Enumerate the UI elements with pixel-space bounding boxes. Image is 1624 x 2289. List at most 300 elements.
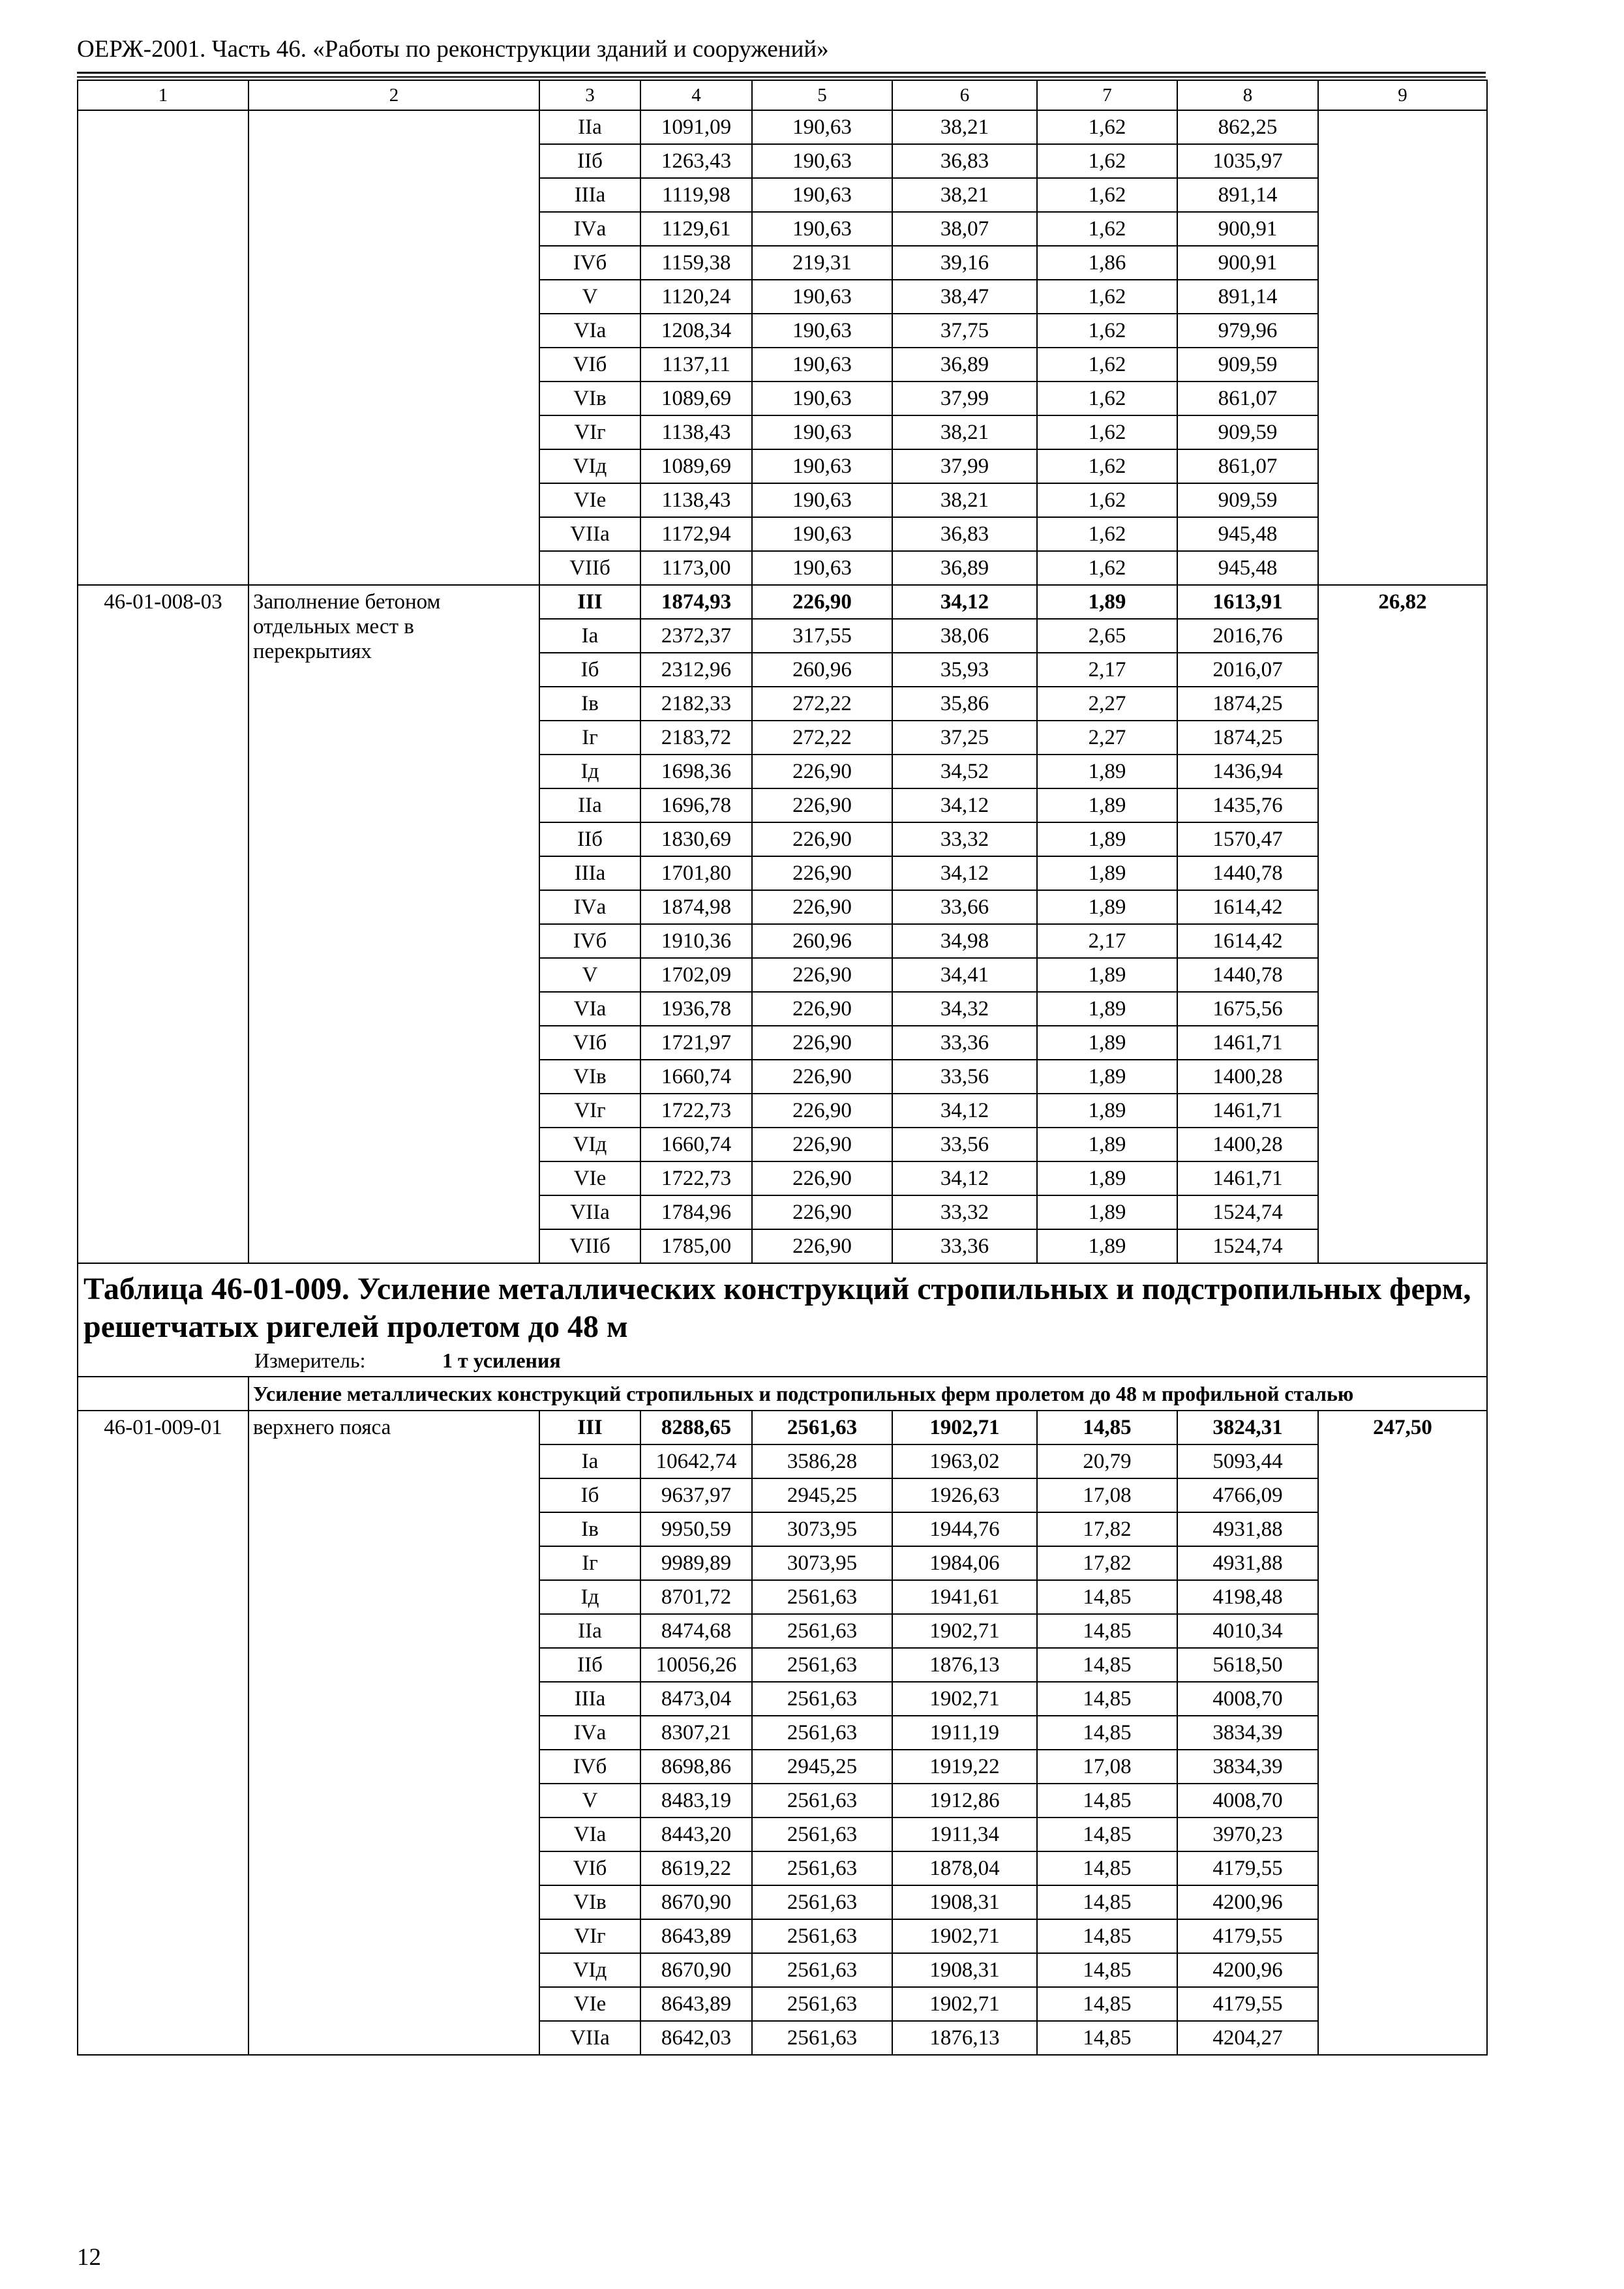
wages-cell: 190,63 bbox=[752, 178, 892, 212]
machinist-wages-cell: 17,82 bbox=[1037, 1512, 1177, 1546]
materials-cell: 4179,55 bbox=[1177, 1851, 1318, 1885]
machinist-wages-cell: 1,89 bbox=[1037, 585, 1177, 619]
column-number-row bbox=[78, 80, 1487, 110]
wages-cell: 272,22 bbox=[752, 721, 892, 755]
zone-cell: VIг bbox=[539, 1919, 640, 1953]
wages-cell: 2561,63 bbox=[752, 1716, 892, 1750]
direct-cost-cell: 1263,43 bbox=[640, 144, 752, 178]
wages-cell: 190,63 bbox=[752, 110, 892, 144]
machinist-wages-cell: 1,86 bbox=[1037, 246, 1177, 280]
direct-cost-cell: 1936,78 bbox=[640, 992, 752, 1026]
machinist-wages-cell: 20,79 bbox=[1037, 1444, 1177, 1478]
column-number: 7 bbox=[1037, 80, 1177, 110]
machinery-cell: 38,21 bbox=[892, 178, 1037, 212]
wages-cell: 226,90 bbox=[752, 1026, 892, 1060]
zone-cell: VIг bbox=[539, 415, 640, 449]
direct-cost-cell: 1874,93 bbox=[640, 585, 752, 619]
direct-cost-cell: 1089,69 bbox=[640, 449, 752, 483]
machinist-wages-cell: 1,89 bbox=[1037, 1128, 1177, 1161]
wages-cell: 226,90 bbox=[752, 856, 892, 890]
wages-cell: 272,22 bbox=[752, 687, 892, 721]
direct-cost-cell: 8643,89 bbox=[640, 1987, 752, 2021]
machinist-wages-cell: 1,89 bbox=[1037, 1229, 1177, 1263]
zone-cell: VIг bbox=[539, 1094, 640, 1128]
wages-cell: 2561,63 bbox=[752, 1411, 892, 1444]
wages-cell: 190,63 bbox=[752, 483, 892, 517]
materials-cell: 1614,42 bbox=[1177, 924, 1318, 958]
machinery-cell: 34,12 bbox=[892, 1161, 1037, 1195]
direct-cost-cell: 8288,65 bbox=[640, 1411, 752, 1444]
machinist-wages-cell: 1,62 bbox=[1037, 212, 1177, 246]
materials-cell: 891,14 bbox=[1177, 178, 1318, 212]
materials-cell: 4931,88 bbox=[1177, 1546, 1318, 1580]
zone-cell: VIIа bbox=[539, 1195, 640, 1229]
machinery-cell: 1902,71 bbox=[892, 1987, 1037, 2021]
machinist-wages-cell: 2,17 bbox=[1037, 924, 1177, 958]
table-row bbox=[78, 585, 1487, 619]
machinist-wages-cell: 1,89 bbox=[1037, 788, 1177, 822]
materials-cell: 861,07 bbox=[1177, 382, 1318, 415]
column-number: 1 bbox=[78, 80, 248, 110]
direct-cost-cell: 1129,61 bbox=[640, 212, 752, 246]
zone-cell: III bbox=[539, 585, 640, 619]
direct-cost-cell: 1722,73 bbox=[640, 1094, 752, 1128]
zone-cell: VIа bbox=[539, 314, 640, 348]
zone-cell: VIIб bbox=[539, 551, 640, 585]
wages-cell: 2561,63 bbox=[752, 1682, 892, 1716]
materials-cell: 2016,07 bbox=[1177, 653, 1318, 687]
machinery-cell: 1878,04 bbox=[892, 1851, 1037, 1885]
machinery-cell: 38,21 bbox=[892, 110, 1037, 144]
machinist-wages-cell: 14,85 bbox=[1037, 1851, 1177, 1885]
machinist-wages-cell: 14,85 bbox=[1037, 1682, 1177, 1716]
page-number: 12 bbox=[77, 2244, 101, 2271]
code-cell: 46-01-009-01 bbox=[78, 1411, 248, 2055]
machinist-wages-cell: 1,89 bbox=[1037, 1060, 1177, 1094]
materials-cell: 1524,74 bbox=[1177, 1229, 1318, 1263]
materials-cell: 4010,34 bbox=[1177, 1614, 1318, 1648]
materials-cell: 1461,71 bbox=[1177, 1161, 1318, 1195]
machinist-wages-cell: 17,08 bbox=[1037, 1750, 1177, 1784]
direct-cost-cell: 1701,80 bbox=[640, 856, 752, 890]
column-number: 4 bbox=[640, 80, 752, 110]
wages-cell: 219,31 bbox=[752, 246, 892, 280]
direct-cost-cell: 1138,43 bbox=[640, 483, 752, 517]
machinist-wages-cell: 2,65 bbox=[1037, 619, 1177, 653]
machinist-wages-cell: 17,08 bbox=[1037, 1478, 1177, 1512]
machinist-wages-cell: 14,85 bbox=[1037, 1953, 1177, 1987]
materials-cell: 1400,28 bbox=[1177, 1128, 1318, 1161]
column-number: 8 bbox=[1177, 80, 1318, 110]
machinist-wages-cell: 1,62 bbox=[1037, 348, 1177, 382]
zone-cell: VIе bbox=[539, 1161, 640, 1195]
machinery-cell: 1911,34 bbox=[892, 1818, 1037, 1851]
machinist-wages-cell: 1,62 bbox=[1037, 382, 1177, 415]
materials-cell: 4200,96 bbox=[1177, 1885, 1318, 1919]
wages-cell: 2561,63 bbox=[752, 1648, 892, 1682]
machinist-wages-cell: 14,85 bbox=[1037, 1614, 1177, 1648]
machinery-cell: 33,36 bbox=[892, 1026, 1037, 1060]
direct-cost-cell: 2312,96 bbox=[640, 653, 752, 687]
code-cell: 46-01-008-03 bbox=[78, 585, 248, 1263]
direct-cost-cell: 1910,36 bbox=[640, 924, 752, 958]
direct-cost-cell: 9637,97 bbox=[640, 1478, 752, 1512]
materials-cell: 4008,70 bbox=[1177, 1784, 1318, 1818]
machinery-cell: 33,56 bbox=[892, 1060, 1037, 1094]
materials-cell: 3970,23 bbox=[1177, 1818, 1318, 1851]
materials-cell: 1436,94 bbox=[1177, 755, 1318, 788]
machinery-cell: 34,12 bbox=[892, 1094, 1037, 1128]
zone-cell: Iв bbox=[539, 687, 640, 721]
wages-cell: 3586,28 bbox=[752, 1444, 892, 1478]
zone-cell: VIб bbox=[539, 348, 640, 382]
zone-cell: IVб bbox=[539, 924, 640, 958]
machinist-wages-cell: 1,62 bbox=[1037, 110, 1177, 144]
wages-cell: 2945,25 bbox=[752, 1750, 892, 1784]
machinist-wages-cell: 1,89 bbox=[1037, 755, 1177, 788]
machinist-wages-cell: 17,82 bbox=[1037, 1546, 1177, 1580]
materials-cell: 2016,76 bbox=[1177, 619, 1318, 653]
machinery-cell: 36,83 bbox=[892, 517, 1037, 551]
machinery-cell: 1902,71 bbox=[892, 1682, 1037, 1716]
materials-cell: 900,91 bbox=[1177, 212, 1318, 246]
column-number: 3 bbox=[539, 80, 640, 110]
materials-cell: 4200,96 bbox=[1177, 1953, 1318, 1987]
direct-cost-cell: 8483,19 bbox=[640, 1784, 752, 1818]
zone-cell: Iг bbox=[539, 1546, 640, 1580]
wages-cell: 226,90 bbox=[752, 1195, 892, 1229]
materials-cell: 4179,55 bbox=[1177, 1919, 1318, 1953]
direct-cost-cell: 8701,72 bbox=[640, 1580, 752, 1614]
direct-cost-cell: 2372,37 bbox=[640, 619, 752, 653]
machinery-cell: 35,86 bbox=[892, 687, 1037, 721]
machinery-cell: 1876,13 bbox=[892, 1648, 1037, 1682]
machinery-cell: 1876,13 bbox=[892, 2021, 1037, 2055]
zone-cell: IIа bbox=[539, 1614, 640, 1648]
machinist-wages-cell: 1,89 bbox=[1037, 890, 1177, 924]
wages-cell: 190,63 bbox=[752, 517, 892, 551]
zone-cell: VIIа bbox=[539, 2021, 640, 2055]
machinist-wages-cell: 1,89 bbox=[1037, 1195, 1177, 1229]
header-rule-bottom bbox=[77, 76, 1486, 78]
machinery-cell: 1926,63 bbox=[892, 1478, 1037, 1512]
direct-cost-cell: 8643,89 bbox=[640, 1919, 752, 1953]
machinery-cell: 39,16 bbox=[892, 246, 1037, 280]
direct-cost-cell: 1722,73 bbox=[640, 1161, 752, 1195]
machinery-cell: 1963,02 bbox=[892, 1444, 1037, 1478]
wages-cell: 2561,63 bbox=[752, 1919, 892, 1953]
zone-cell: Iа bbox=[539, 1444, 640, 1478]
wages-cell: 226,90 bbox=[752, 755, 892, 788]
measure-line bbox=[83, 1347, 1481, 1373]
zone-cell: VIе bbox=[539, 483, 640, 517]
machinist-wages-cell: 2,27 bbox=[1037, 721, 1177, 755]
materials-cell: 909,59 bbox=[1177, 348, 1318, 382]
subheading-row bbox=[78, 1377, 1487, 1411]
materials-cell: 3824,31 bbox=[1177, 1411, 1318, 1444]
zone-cell: VIв bbox=[539, 382, 640, 415]
machinery-cell: 1902,71 bbox=[892, 1614, 1037, 1648]
materials-cell: 909,59 bbox=[1177, 483, 1318, 517]
wages-cell: 3073,95 bbox=[752, 1546, 892, 1580]
machinery-cell: 38,21 bbox=[892, 483, 1037, 517]
wages-cell: 2561,63 bbox=[752, 1818, 892, 1851]
direct-cost-cell: 8619,22 bbox=[640, 1851, 752, 1885]
direct-cost-cell: 8642,03 bbox=[640, 2021, 752, 2055]
machinery-cell: 33,32 bbox=[892, 822, 1037, 856]
materials-cell: 1675,56 bbox=[1177, 992, 1318, 1026]
rates-table-body bbox=[78, 80, 1487, 2055]
machinery-cell: 1912,86 bbox=[892, 1784, 1037, 1818]
direct-cost-cell: 1698,36 bbox=[640, 755, 752, 788]
machinery-cell: 33,66 bbox=[892, 890, 1037, 924]
direct-cost-cell: 8670,90 bbox=[640, 1953, 752, 1987]
direct-cost-cell: 8443,20 bbox=[640, 1818, 752, 1851]
materials-cell: 5618,50 bbox=[1177, 1648, 1318, 1682]
direct-cost-cell: 8474,68 bbox=[640, 1614, 752, 1648]
materials-cell: 909,59 bbox=[1177, 415, 1318, 449]
machinery-cell: 33,32 bbox=[892, 1195, 1037, 1229]
table-row bbox=[78, 1411, 1487, 1444]
machinist-wages-cell: 1,89 bbox=[1037, 856, 1177, 890]
wages-cell: 2561,63 bbox=[752, 2021, 892, 2055]
materials-cell: 862,25 bbox=[1177, 110, 1318, 144]
wages-cell: 2561,63 bbox=[752, 1987, 892, 2021]
direct-cost-cell: 9989,89 bbox=[640, 1546, 752, 1580]
materials-cell: 1035,97 bbox=[1177, 144, 1318, 178]
zone-cell: IIб bbox=[539, 822, 640, 856]
wages-cell: 226,90 bbox=[752, 1094, 892, 1128]
zone-cell: Iг bbox=[539, 721, 640, 755]
machinist-wages-cell: 14,85 bbox=[1037, 1885, 1177, 1919]
wages-cell: 190,63 bbox=[752, 280, 892, 314]
materials-cell: 4766,09 bbox=[1177, 1478, 1318, 1512]
machinery-cell: 34,98 bbox=[892, 924, 1037, 958]
column-number: 2 bbox=[248, 80, 539, 110]
index-cell bbox=[1318, 110, 1487, 585]
materials-cell: 945,48 bbox=[1177, 517, 1318, 551]
materials-cell: 900,91 bbox=[1177, 246, 1318, 280]
measure-label: Измеритель: bbox=[254, 1349, 366, 1372]
zone-cell: Iб bbox=[539, 1478, 640, 1512]
wages-cell: 2561,63 bbox=[752, 1580, 892, 1614]
direct-cost-cell: 1660,74 bbox=[640, 1128, 752, 1161]
machinery-cell: 34,41 bbox=[892, 958, 1037, 992]
wages-cell: 226,90 bbox=[752, 1128, 892, 1161]
table-title-cell bbox=[78, 1263, 1487, 1377]
materials-cell: 891,14 bbox=[1177, 280, 1318, 314]
wages-cell: 190,63 bbox=[752, 551, 892, 585]
direct-cost-cell: 1172,94 bbox=[640, 517, 752, 551]
machinery-cell: 38,06 bbox=[892, 619, 1037, 653]
wages-cell: 226,90 bbox=[752, 788, 892, 822]
machinist-wages-cell: 1,89 bbox=[1037, 1094, 1177, 1128]
zone-cell: VIб bbox=[539, 1851, 640, 1885]
subheading-cell: Усиление металлических конструкций стропильных и подстропильных ферм пролетом до 48 м профильной сталью bbox=[248, 1377, 1487, 1411]
machinery-cell: 37,75 bbox=[892, 314, 1037, 348]
direct-cost-cell: 1119,98 bbox=[640, 178, 752, 212]
zone-cell: Iд bbox=[539, 755, 640, 788]
materials-cell: 945,48 bbox=[1177, 551, 1318, 585]
machinist-wages-cell: 1,62 bbox=[1037, 449, 1177, 483]
zone-cell: VIд bbox=[539, 1128, 640, 1161]
column-number: 9 bbox=[1318, 80, 1487, 110]
description-cell: Заполнение бетоном отдельных мест в перекрытиях bbox=[248, 585, 539, 1263]
machinery-cell: 1902,71 bbox=[892, 1411, 1037, 1444]
machinist-wages-cell: 14,85 bbox=[1037, 1919, 1177, 1953]
machinist-wages-cell: 14,85 bbox=[1037, 1716, 1177, 1750]
direct-cost-cell: 8307,21 bbox=[640, 1716, 752, 1750]
wages-cell: 190,63 bbox=[752, 314, 892, 348]
direct-cost-cell: 1089,69 bbox=[640, 382, 752, 415]
materials-cell: 1524,74 bbox=[1177, 1195, 1318, 1229]
wages-cell: 226,90 bbox=[752, 1229, 892, 1263]
zone-cell: IIа bbox=[539, 110, 640, 144]
zone-cell: V bbox=[539, 1784, 640, 1818]
materials-cell: 4008,70 bbox=[1177, 1682, 1318, 1716]
wages-cell: 2561,63 bbox=[752, 1953, 892, 1987]
running-header: ОЕРЖ-2001. Часть 46. «Работы по реконструкции зданий и сооружений» bbox=[77, 36, 829, 63]
machinist-wages-cell: 1,89 bbox=[1037, 1026, 1177, 1060]
wages-cell: 226,90 bbox=[752, 992, 892, 1026]
machinery-cell: 34,52 bbox=[892, 755, 1037, 788]
machinist-wages-cell: 1,62 bbox=[1037, 178, 1177, 212]
zone-cell: VIд bbox=[539, 449, 640, 483]
zone-cell: VIIб bbox=[539, 1229, 640, 1263]
materials-cell: 979,96 bbox=[1177, 314, 1318, 348]
machinery-cell: 1941,61 bbox=[892, 1580, 1037, 1614]
zone-cell: IIб bbox=[539, 144, 640, 178]
direct-cost-cell: 1173,00 bbox=[640, 551, 752, 585]
zone-cell: Iб bbox=[539, 653, 640, 687]
machinist-wages-cell: 1,89 bbox=[1037, 958, 1177, 992]
materials-cell: 1614,42 bbox=[1177, 890, 1318, 924]
wages-cell: 2561,63 bbox=[752, 1784, 892, 1818]
machinery-cell: 38,47 bbox=[892, 280, 1037, 314]
machinist-wages-cell: 1,62 bbox=[1037, 517, 1177, 551]
machinist-wages-cell: 14,85 bbox=[1037, 1987, 1177, 2021]
wages-cell: 190,63 bbox=[752, 144, 892, 178]
header-rule-top bbox=[77, 72, 1486, 74]
index-cell: 247,50 bbox=[1318, 1411, 1487, 2055]
direct-cost-cell: 8670,90 bbox=[640, 1885, 752, 1919]
machinery-cell: 38,07 bbox=[892, 212, 1037, 246]
machinery-cell: 34,32 bbox=[892, 992, 1037, 1026]
direct-cost-cell: 1660,74 bbox=[640, 1060, 752, 1094]
direct-cost-cell: 9950,59 bbox=[640, 1512, 752, 1546]
direct-cost-cell: 1091,09 bbox=[640, 110, 752, 144]
machinist-wages-cell: 1,62 bbox=[1037, 551, 1177, 585]
materials-cell: 861,07 bbox=[1177, 449, 1318, 483]
direct-cost-cell: 1785,00 bbox=[640, 1229, 752, 1263]
machinist-wages-cell: 1,89 bbox=[1037, 992, 1177, 1026]
table-title: Таблица 46-01-009. Усиление металлических конструкций стропильных и подстропильных ферм, решетчатых ригелей пролетом до 48 м bbox=[83, 1272, 1471, 1344]
wages-cell: 190,63 bbox=[752, 348, 892, 382]
materials-cell: 1613,91 bbox=[1177, 585, 1318, 619]
materials-cell: 4204,27 bbox=[1177, 2021, 1318, 2055]
machinery-cell: 37,99 bbox=[892, 382, 1037, 415]
wages-cell: 2561,63 bbox=[752, 1851, 892, 1885]
direct-cost-cell: 10056,26 bbox=[640, 1648, 752, 1682]
zone-cell: Iв bbox=[539, 1512, 640, 1546]
zone-cell: III bbox=[539, 1411, 640, 1444]
wages-cell: 226,90 bbox=[752, 1161, 892, 1195]
zone-cell: V bbox=[539, 958, 640, 992]
wages-cell: 2561,63 bbox=[752, 1885, 892, 1919]
machinery-cell: 1984,06 bbox=[892, 1546, 1037, 1580]
machinist-wages-cell: 14,85 bbox=[1037, 1648, 1177, 1682]
materials-cell: 1874,25 bbox=[1177, 687, 1318, 721]
machinist-wages-cell: 1,62 bbox=[1037, 483, 1177, 517]
direct-cost-cell: 1137,11 bbox=[640, 348, 752, 382]
machinery-cell: 35,93 bbox=[892, 653, 1037, 687]
direct-cost-cell: 1120,24 bbox=[640, 280, 752, 314]
machinist-wages-cell: 14,85 bbox=[1037, 2021, 1177, 2055]
materials-cell: 1874,25 bbox=[1177, 721, 1318, 755]
machinery-cell: 38,21 bbox=[892, 415, 1037, 449]
direct-cost-cell: 2182,33 bbox=[640, 687, 752, 721]
machinist-wages-cell: 1,62 bbox=[1037, 314, 1177, 348]
machinery-cell: 34,12 bbox=[892, 856, 1037, 890]
machinist-wages-cell: 1,62 bbox=[1037, 280, 1177, 314]
description-cell bbox=[248, 110, 539, 585]
direct-cost-cell: 1208,34 bbox=[640, 314, 752, 348]
materials-cell: 4179,55 bbox=[1177, 1987, 1318, 2021]
wages-cell: 3073,95 bbox=[752, 1512, 892, 1546]
direct-cost-cell: 1696,78 bbox=[640, 788, 752, 822]
wages-cell: 226,90 bbox=[752, 822, 892, 856]
machinery-cell: 34,12 bbox=[892, 585, 1037, 619]
zone-cell: IVб bbox=[539, 246, 640, 280]
wages-cell: 190,63 bbox=[752, 415, 892, 449]
machinist-wages-cell: 14,85 bbox=[1037, 1784, 1177, 1818]
machinery-cell: 1908,31 bbox=[892, 1953, 1037, 1987]
zone-cell: VIа bbox=[539, 1818, 640, 1851]
zone-cell: Iд bbox=[539, 1580, 640, 1614]
wages-cell: 260,96 bbox=[752, 924, 892, 958]
description-cell: верхнего пояса bbox=[248, 1411, 539, 2055]
direct-cost-cell: 10642,74 bbox=[640, 1444, 752, 1478]
wages-cell: 317,55 bbox=[752, 619, 892, 653]
direct-cost-cell: 1874,98 bbox=[640, 890, 752, 924]
zone-cell: IVб bbox=[539, 1750, 640, 1784]
zone-cell: Iа bbox=[539, 619, 640, 653]
machinery-cell: 1908,31 bbox=[892, 1885, 1037, 1919]
machinery-cell: 33,56 bbox=[892, 1128, 1037, 1161]
code-cell bbox=[78, 110, 248, 585]
machinery-cell: 34,12 bbox=[892, 788, 1037, 822]
machinery-cell: 37,99 bbox=[892, 449, 1037, 483]
zone-cell: IIIа bbox=[539, 856, 640, 890]
wages-cell: 190,63 bbox=[752, 449, 892, 483]
machinery-cell: 36,89 bbox=[892, 551, 1037, 585]
direct-cost-cell: 8698,86 bbox=[640, 1750, 752, 1784]
zone-cell: IVа bbox=[539, 1716, 640, 1750]
zone-cell: VIв bbox=[539, 1885, 640, 1919]
machinist-wages-cell: 14,85 bbox=[1037, 1411, 1177, 1444]
machinist-wages-cell: 14,85 bbox=[1037, 1580, 1177, 1614]
materials-cell: 1435,76 bbox=[1177, 788, 1318, 822]
machinist-wages-cell: 1,89 bbox=[1037, 1161, 1177, 1195]
machinist-wages-cell: 1,62 bbox=[1037, 415, 1177, 449]
direct-cost-cell: 1784,96 bbox=[640, 1195, 752, 1229]
subheading-blank-cell bbox=[78, 1377, 248, 1411]
materials-cell: 3834,39 bbox=[1177, 1750, 1318, 1784]
wages-cell: 2561,63 bbox=[752, 1614, 892, 1648]
zone-cell: IVа bbox=[539, 890, 640, 924]
zone-cell: VIв bbox=[539, 1060, 640, 1094]
materials-cell: 1400,28 bbox=[1177, 1060, 1318, 1094]
